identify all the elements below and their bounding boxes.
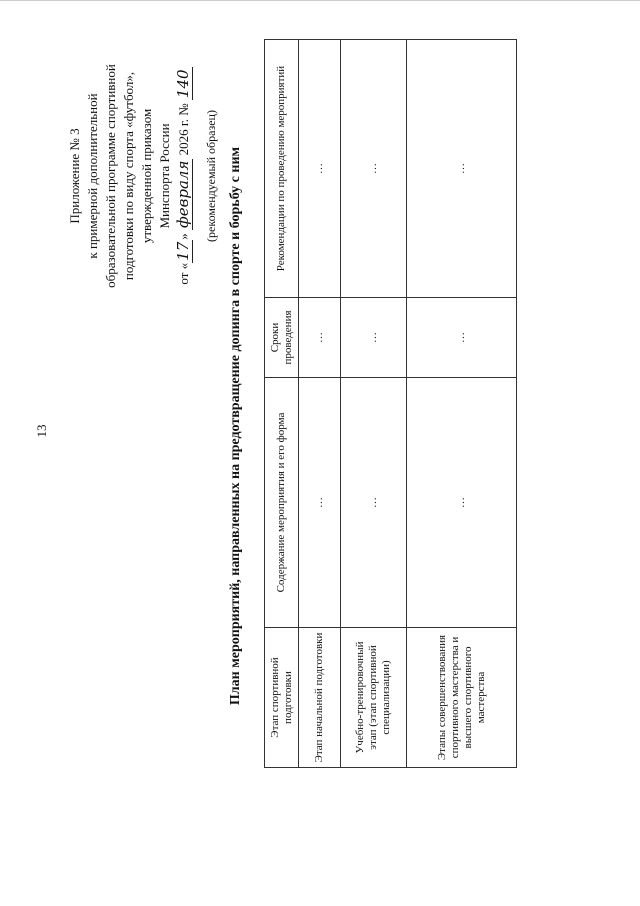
approval-line: к примерной дополнительной xyxy=(85,93,100,259)
cell-content: … xyxy=(341,378,407,628)
plan-table xyxy=(264,39,517,768)
cell-dates: … xyxy=(407,298,517,378)
table-row xyxy=(407,40,517,768)
sample-note: (рекомендуемый образец) xyxy=(204,110,218,242)
handwritten-order-number: 140 xyxy=(174,69,192,99)
cell-dates: … xyxy=(341,298,407,378)
table-row xyxy=(341,40,407,768)
handwritten-day: 17 xyxy=(174,241,192,261)
header-stage: Этап спортивной подготовки xyxy=(265,628,299,768)
cell-content: … xyxy=(299,378,341,628)
table-header-row xyxy=(265,40,299,768)
cell-recommendations: … xyxy=(407,40,517,298)
handwritten-month: февраля xyxy=(174,160,192,228)
approval-block xyxy=(66,26,193,326)
approval-line: подготовки по виду спорта «футбол», xyxy=(121,71,136,281)
cell-stage: Учебно-тренировочный этап (этап спортивной специализации) xyxy=(341,628,407,768)
cell-recommendations: … xyxy=(341,40,407,298)
cell-recommendations: … xyxy=(299,40,341,298)
header-content: Содержание мероприятия и его форма xyxy=(265,378,299,628)
approval-order-date: от «17» февраля 2026 г. № 140 xyxy=(174,69,192,285)
document-title: План мероприятий, направленных на предотвращение допинга в спорте и борьбу с ним xyxy=(228,146,243,706)
cell-stage: Этап начальной подготовки xyxy=(299,628,341,768)
header-dates: Сроки проведения xyxy=(265,298,299,378)
approval-line: образовательной программе спортивной xyxy=(103,64,118,288)
approval-appendix: Приложение № 3 xyxy=(67,128,82,224)
cell-content: … xyxy=(407,378,517,628)
approval-line: утвержденной приказом xyxy=(139,108,154,244)
table-row xyxy=(299,40,341,768)
approval-ministry: Минспорта России xyxy=(157,123,172,229)
page-number: 13 xyxy=(34,424,49,438)
header-recommendations: Рекомендации по проведению мероприятий xyxy=(265,40,299,298)
cell-stage: Этапы совершенствования спортивного мастерства и высшего спортивного мастерства xyxy=(407,628,517,768)
cell-dates: … xyxy=(299,298,341,378)
